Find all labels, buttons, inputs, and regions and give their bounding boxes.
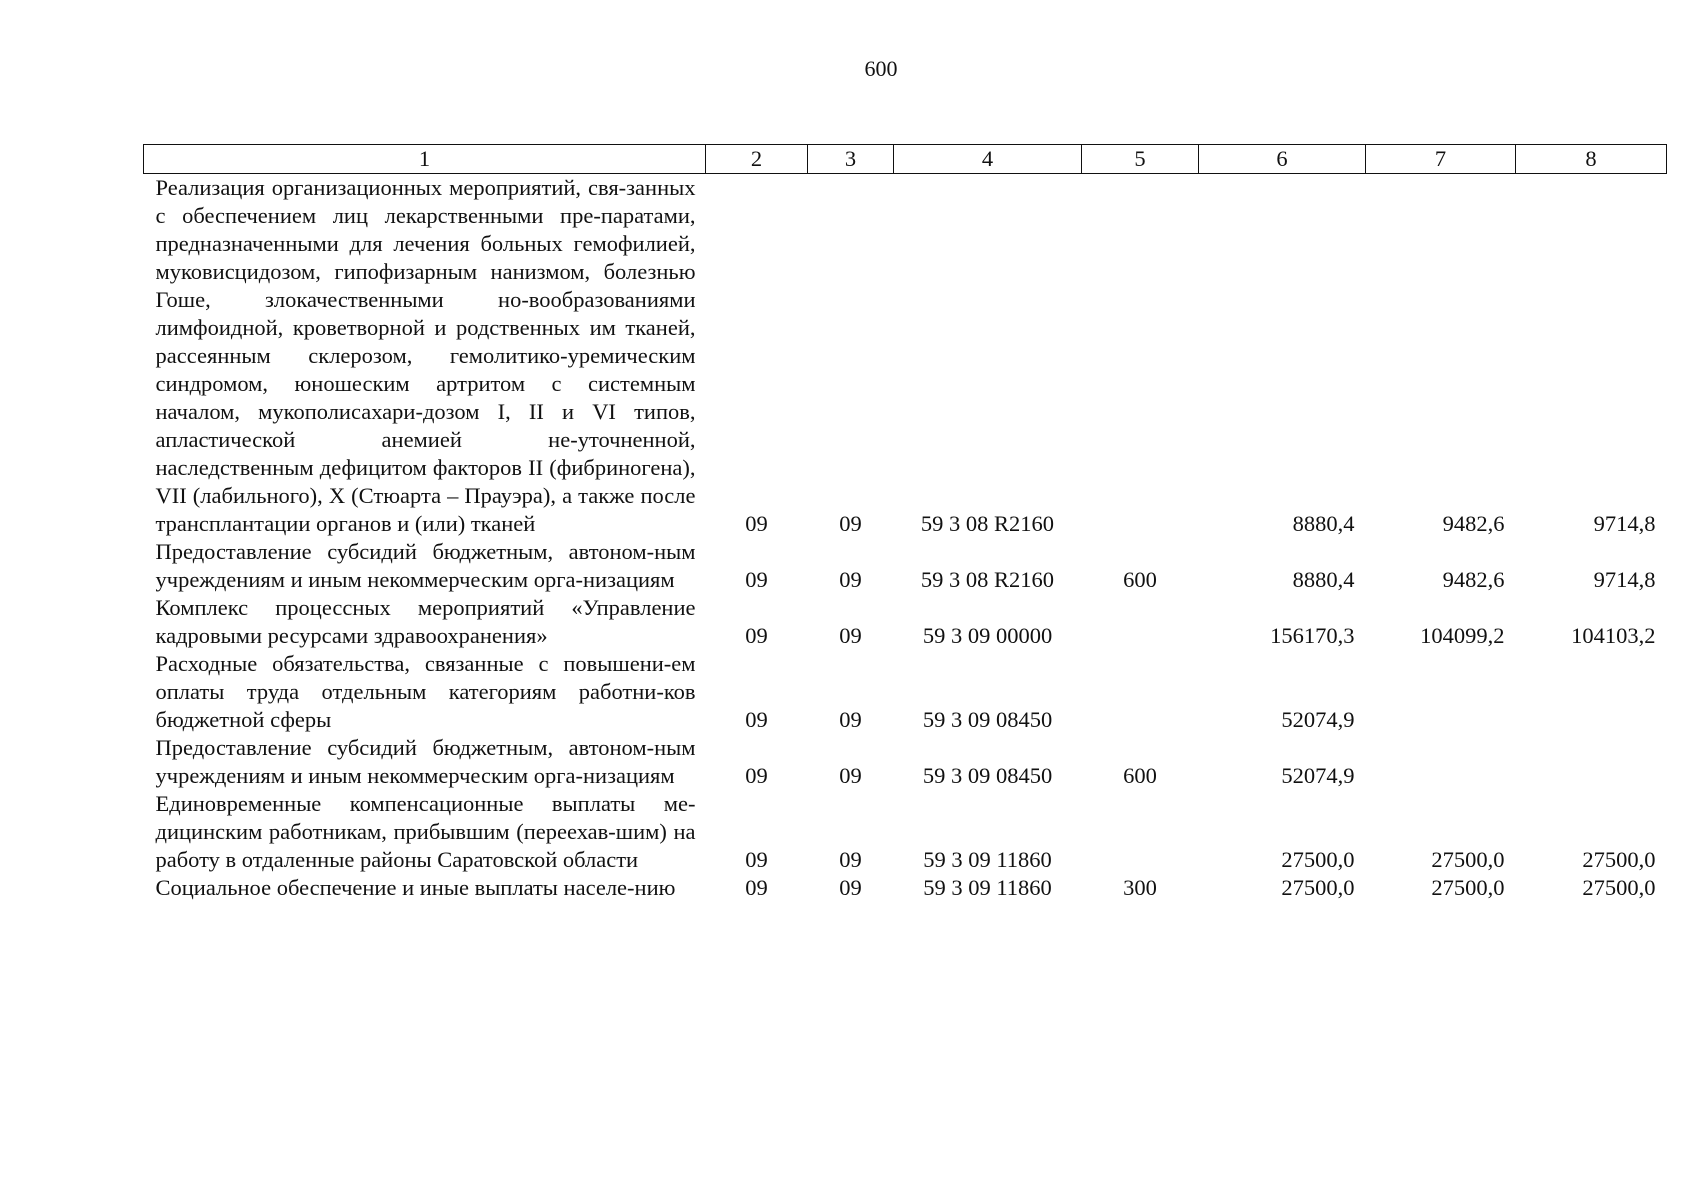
row-target-article: 59 3 09 08450 bbox=[922, 707, 1053, 732]
row-expense-type: 600 bbox=[1123, 567, 1157, 592]
row-subsection-code: 09 bbox=[839, 875, 862, 900]
row-subsection-code: 09 bbox=[839, 511, 862, 536]
row-expense-type bbox=[1082, 790, 1199, 874]
row-description: Реализация организационных мероприятий, свя-занных с обеспечением лиц лекарственными пре-паратами, предназначенными для лечения больных гемофилией, муковисцидозом, гипофизарным нанизмом, болезнью Гоше, злокачественными но-вообразованиями лимфоидной, кроветворной и родственных им тканей, рассеянным склерозом, гемолитико-уремическим синдромом, юношеским артритом с системным началом, мукополисахари-дозом I, II и VI типов, апластической анемией не-уточненной, наследственным дефицитом факторов II (фибриногена), VII (лабильного), X (Стюарта – Прауэра), а также после трансплантации органов и (или) тканей bbox=[155, 175, 696, 536]
row-section-code: 09 bbox=[745, 847, 768, 872]
row-section-code: 09 bbox=[745, 623, 768, 648]
row-section-code: 09 bbox=[745, 567, 768, 592]
row-target-article: 59 3 08 R2160 bbox=[920, 511, 1055, 536]
row-value-col8: 27500,0 bbox=[1582, 847, 1656, 872]
row-value-col8 bbox=[1516, 734, 1667, 790]
row-value-col7: 27500,0 bbox=[1431, 847, 1505, 872]
row-expense-type bbox=[1082, 650, 1199, 734]
table-row bbox=[144, 734, 1667, 790]
row-subsection-code: 09 bbox=[839, 707, 862, 732]
row-expense-type: 600 bbox=[1123, 763, 1157, 788]
row-target-article: 59 3 09 08450 bbox=[922, 763, 1053, 788]
table-row bbox=[144, 594, 1667, 650]
header-col-3: 3 bbox=[808, 145, 894, 174]
header-col-6: 6 bbox=[1199, 145, 1366, 174]
row-value-col6: 27500,0 bbox=[1281, 847, 1355, 872]
row-section-code: 09 bbox=[745, 763, 768, 788]
row-value-col6: 27500,0 bbox=[1281, 875, 1355, 900]
row-section-code: 09 bbox=[745, 511, 768, 536]
row-value-col8 bbox=[1516, 650, 1667, 734]
row-target-article: 59 3 09 00000 bbox=[922, 623, 1053, 648]
table-body bbox=[144, 174, 1667, 903]
header-col-2: 2 bbox=[706, 145, 808, 174]
row-target-article: 59 3 09 11860 bbox=[923, 875, 1052, 900]
row-target-article: 59 3 09 11860 bbox=[923, 847, 1052, 872]
row-description: Предоставление субсидий бюджетным, автоном-ным учреждениям и иным некоммерческим орга-низациям bbox=[155, 539, 696, 592]
row-value-col7 bbox=[1366, 734, 1516, 790]
row-section-code: 09 bbox=[745, 707, 768, 732]
row-description: Расходные обязательства, связанные с повышени-ем оплаты труда отдельным категориям работни-ков бюджетной сферы bbox=[155, 651, 696, 732]
row-value-col6: 8880,4 bbox=[1292, 511, 1355, 536]
table-header bbox=[144, 145, 1667, 174]
table-row bbox=[144, 874, 1667, 902]
row-value-col6: 156170,3 bbox=[1270, 623, 1355, 648]
row-value-col8: 9714,8 bbox=[1593, 511, 1656, 536]
header-col-5: 5 bbox=[1082, 145, 1199, 174]
row-value-col7: 27500,0 bbox=[1431, 875, 1505, 900]
row-description: Социальное обеспечение и иные выплаты населе-нию bbox=[155, 875, 676, 900]
row-value-col7: 9482,6 bbox=[1442, 567, 1505, 592]
row-subsection-code: 09 bbox=[839, 567, 862, 592]
table-row bbox=[144, 174, 1667, 539]
row-description: Комплекс процессных мероприятий «Управление кадровыми ресурсами здравоохранения» bbox=[155, 595, 696, 648]
row-value-col6: 8880,4 bbox=[1292, 567, 1355, 592]
header-col-8: 8 bbox=[1516, 145, 1667, 174]
row-section-code: 09 bbox=[745, 875, 768, 900]
row-expense-type: 300 bbox=[1123, 875, 1157, 900]
row-description: Предоставление субсидий бюджетным, автоном-ным учреждениям и иным некоммерческим орга-низациям bbox=[155, 735, 696, 788]
table-row bbox=[144, 538, 1667, 594]
row-subsection-code: 09 bbox=[839, 623, 862, 648]
header-col-1: 1 bbox=[144, 145, 706, 174]
row-subsection-code: 09 bbox=[839, 847, 862, 872]
row-value-col7: 104099,2 bbox=[1420, 623, 1505, 648]
page-number: 600 bbox=[864, 56, 898, 81]
row-description: Единовременные компенсационные выплаты ме-дицинским работникам, прибывшим (переехав-шим) на работу в отдаленные районы Саратовской области bbox=[155, 791, 696, 872]
header-col-7: 7 bbox=[1366, 145, 1516, 174]
header-col-4: 4 bbox=[894, 145, 1082, 174]
table-row bbox=[144, 790, 1667, 874]
row-value-col7: 9482,6 bbox=[1442, 511, 1505, 536]
row-subsection-code: 09 bbox=[839, 763, 862, 788]
row-value-col6: 52074,9 bbox=[1281, 707, 1355, 732]
row-expense-type bbox=[1082, 174, 1199, 539]
row-target-article: 59 3 08 R2160 bbox=[920, 567, 1055, 592]
row-value-col6: 52074,9 bbox=[1281, 763, 1355, 788]
row-value-col8: 9714,8 bbox=[1593, 567, 1656, 592]
row-expense-type bbox=[1082, 594, 1199, 650]
table-row bbox=[144, 650, 1667, 734]
budget-table bbox=[143, 144, 1667, 902]
row-value-col8: 104103,2 bbox=[1571, 623, 1656, 648]
row-value-col8: 27500,0 bbox=[1582, 875, 1656, 900]
header-row bbox=[144, 145, 1667, 174]
row-value-col7 bbox=[1366, 650, 1516, 734]
